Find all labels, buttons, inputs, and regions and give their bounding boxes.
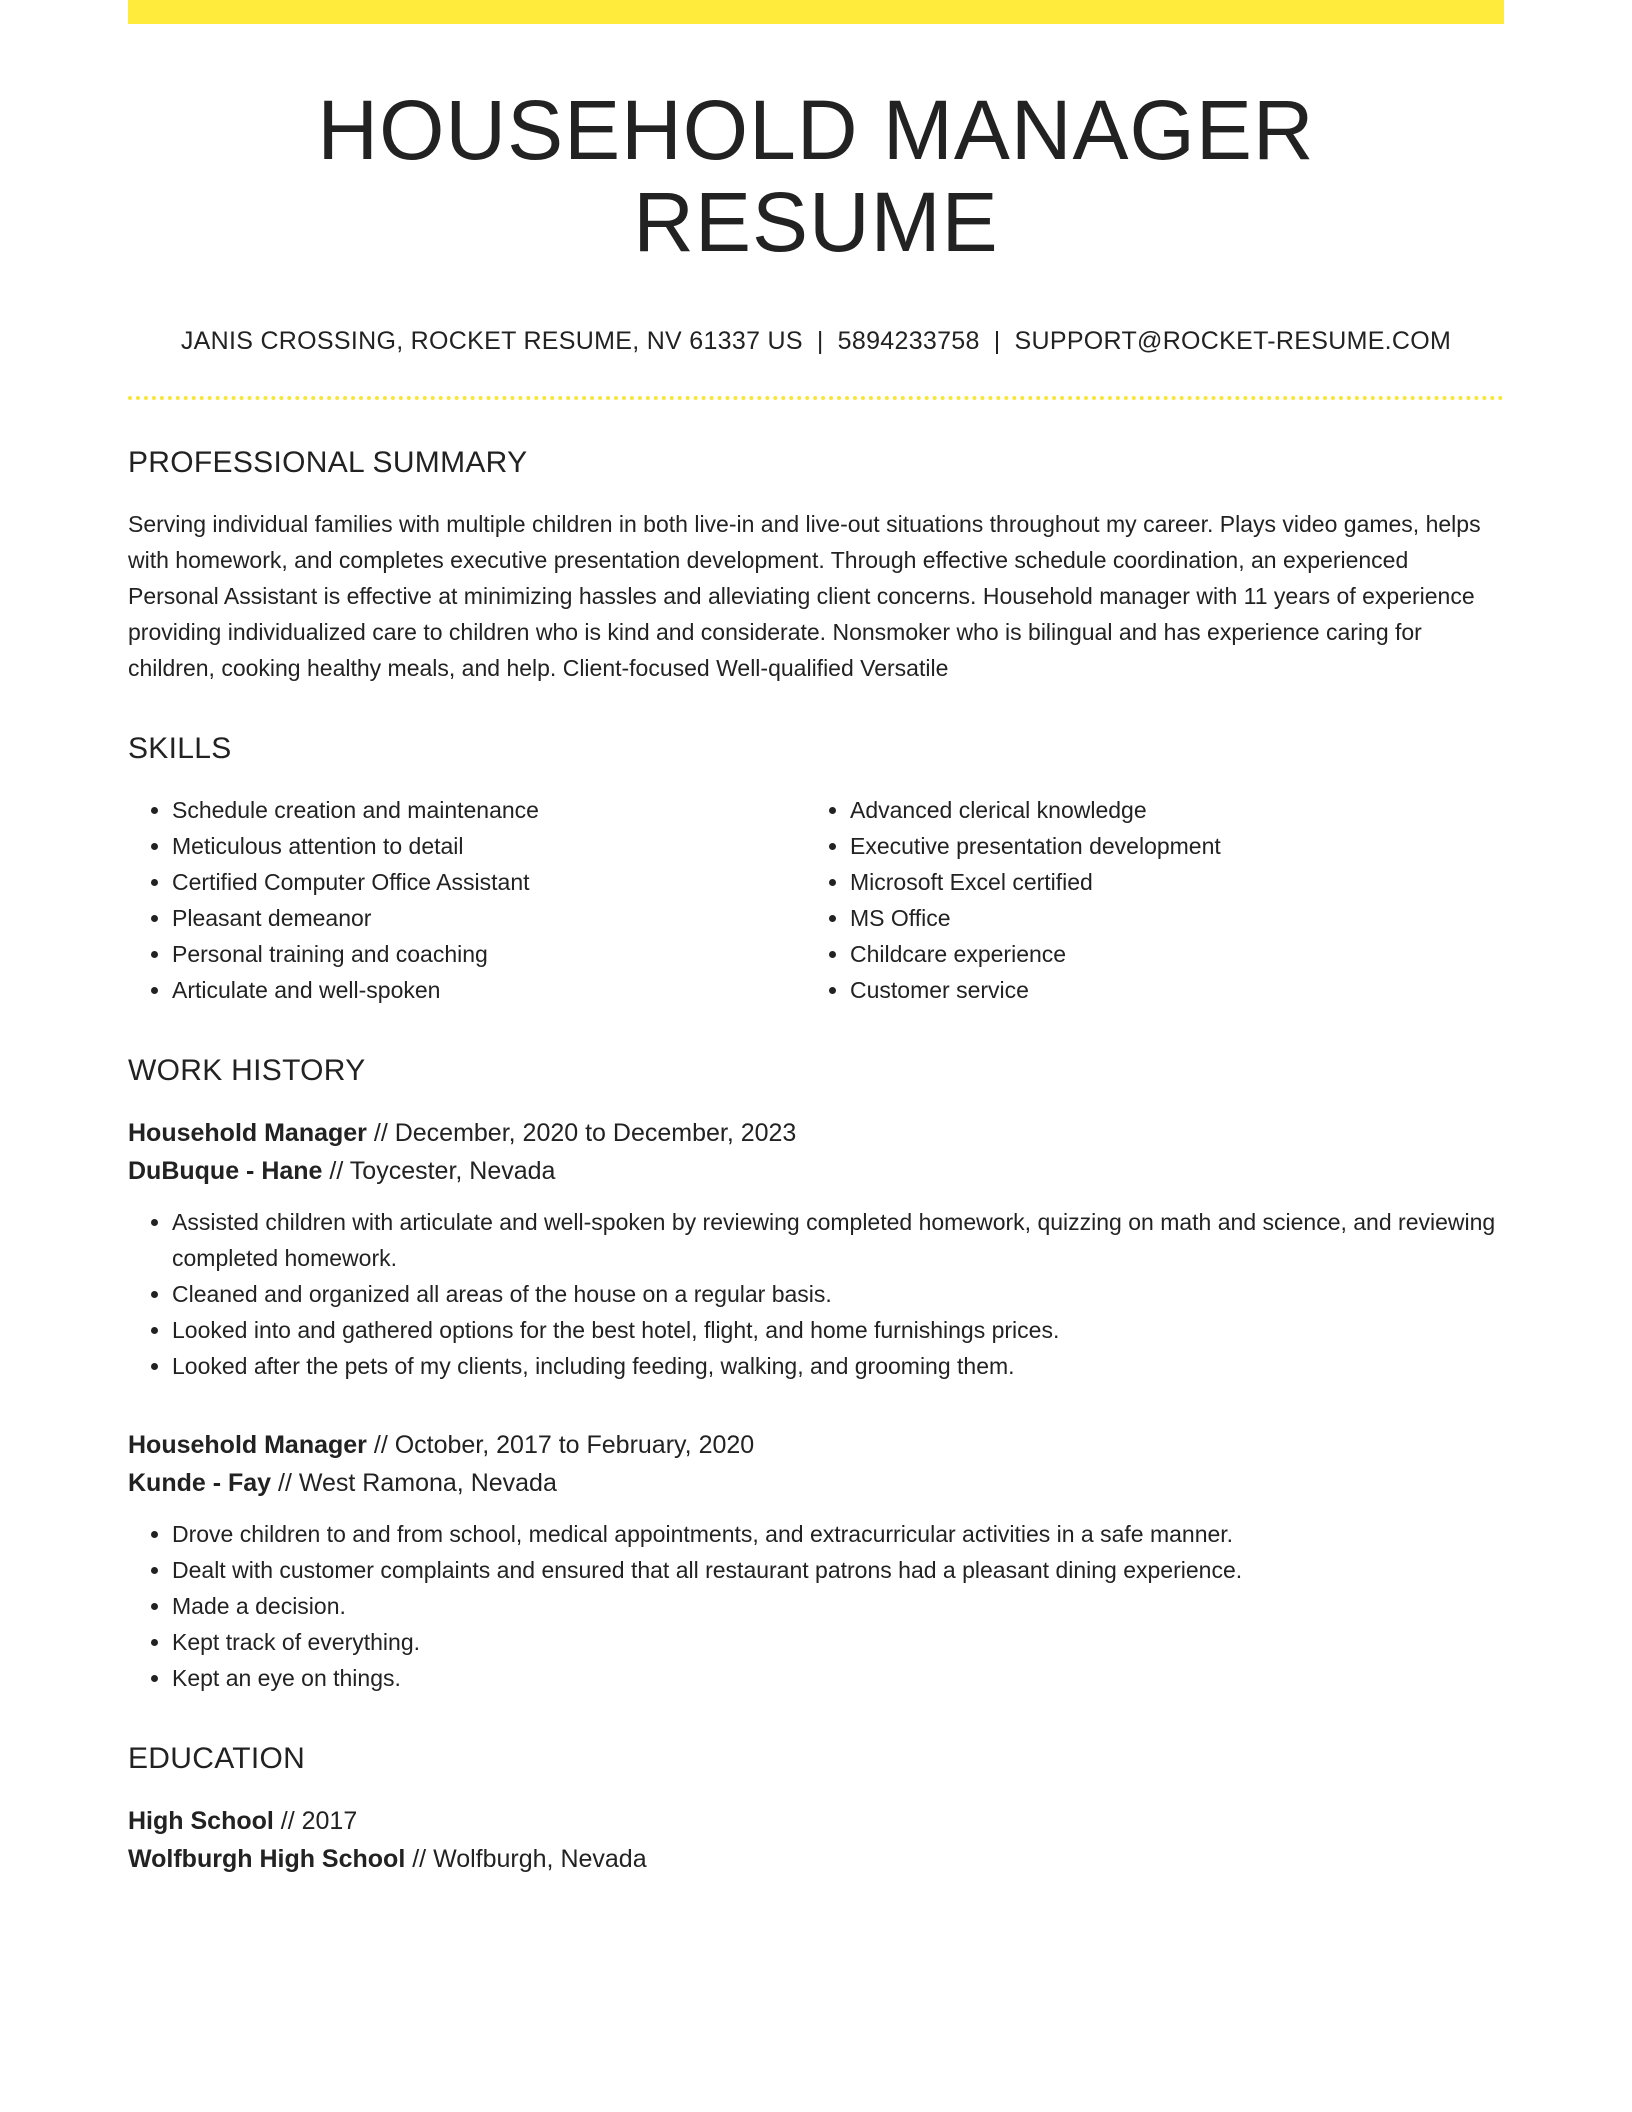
skill-item: • Childcare experience: [850, 936, 1484, 972]
contact-phone: 5894233758: [837, 326, 980, 355]
contact-separator: |: [993, 326, 1001, 355]
education-heading: EDUCATION: [128, 1741, 306, 1775]
skill-item: • Personal training and coaching: [172, 936, 806, 972]
skill-item: • Microsoft Excel certified: [850, 864, 1484, 900]
job-title-line: [128, 1426, 1504, 1464]
job-bullet: • Drove children to and from school, medical appointments, and extracurricular activities in a safe manner.: [172, 1516, 1504, 1552]
job-bullets: [128, 1204, 1504, 1384]
skills-column-right: [806, 792, 1484, 1008]
work-history-heading: WORK HISTORY: [128, 1053, 366, 1087]
skill-item: • Schedule creation and maintenance: [172, 792, 806, 828]
job-company: Kunde - Fay: [128, 1468, 272, 1497]
job-bullet: • Dealt with customer complaints and ensured that all restaurant patrons had a pleasant dining experience.: [172, 1552, 1504, 1588]
contact-address: JANIS CROSSING, ROCKET RESUME, NV 61337 US: [180, 326, 803, 355]
job-entry: [128, 1426, 1504, 1696]
contact-email: SUPPORT@ROCKET-RESUME.COM: [1014, 326, 1452, 355]
job-dates: // December, 2020 to December, 2023: [366, 1118, 797, 1147]
education-school: Wolfburgh High School: [128, 1844, 406, 1873]
skill-item: • Executive presentation development: [850, 828, 1484, 864]
skill-item: • Articulate and well-spoken: [172, 972, 806, 1008]
job-location: // Toycester, Nevada: [322, 1156, 556, 1185]
job-title: Household Manager: [128, 1430, 367, 1459]
job-bullets: [128, 1516, 1504, 1696]
skills-list: [128, 792, 1504, 1008]
job-bullet: • Kept track of everything.: [172, 1624, 1504, 1660]
dotted-divider: [128, 396, 1504, 400]
skill-item: • Advanced clerical knowledge: [850, 792, 1484, 828]
summary-heading: PROFESSIONAL SUMMARY: [128, 445, 528, 479]
education-degree-line: [128, 1802, 1504, 1840]
job-bullet: • Kept an eye on things.: [172, 1660, 1504, 1696]
job-company-line: [128, 1152, 1504, 1190]
education-entry: [128, 1802, 1504, 1878]
skill-item: • MS Office: [850, 900, 1484, 936]
summary-text: Serving individual families with multiple children in both live-in and live-out situations throughout my career. Plays video games, helps with homework, and completes executive presentation development. Through effective schedule coordination, an experienced Personal Assistant is effective at minimizing hassles and alleviating client concerns. Household manager with 11 years of experience providing individualized care to children who is kind and considerate. Nonsmoker who is bilingual and has experience caring for children, cooking healthy meals, and help. Client-focused Well-qualified Versatile: [128, 510, 1481, 681]
education-school-line: [128, 1840, 1504, 1878]
skills-heading: SKILLS: [128, 731, 232, 765]
skills-column-left: [128, 792, 806, 1008]
job-bullet: • Looked into and gathered options for the best hotel, flight, and home furnishings prices.: [172, 1312, 1504, 1348]
contact-line: [128, 327, 1504, 356]
skill-item: • Customer service: [850, 972, 1484, 1008]
education-location: // Wolfburgh, Nevada: [405, 1844, 647, 1873]
skill-item: • Certified Computer Office Assistant: [172, 864, 806, 900]
job-bullet: • Assisted children with articulate and well-spoken by reviewing completed homework, quizzing on math and science, and reviewing completed homework.: [172, 1204, 1504, 1276]
education-year: // 2017: [273, 1806, 358, 1835]
job-title-line: [128, 1114, 1504, 1152]
accent-top-bar: [128, 0, 1504, 24]
job-dates: // October, 2017 to February, 2020: [366, 1430, 755, 1459]
skill-item: • Meticulous attention to detail: [172, 828, 806, 864]
job-bullet: • Looked after the pets of my clients, including feeding, walking, and grooming them.: [172, 1348, 1504, 1384]
resume-title: HOUSEHOLD MANAGER RESUME: [317, 83, 1315, 270]
job-bullet: • Cleaned and organized all areas of the house on a regular basis.: [172, 1276, 1504, 1312]
job-entry: [128, 1114, 1504, 1384]
job-company-line: [128, 1464, 1504, 1502]
skill-item: • Pleasant demeanor: [172, 900, 806, 936]
job-location: // West Ramona, Nevada: [271, 1468, 557, 1497]
education-degree: High School: [128, 1806, 274, 1835]
job-company: DuBuque - Hane: [128, 1156, 323, 1185]
resume-page: [128, 0, 1504, 1878]
contact-separator: |: [816, 326, 824, 355]
job-title: Household Manager: [128, 1118, 367, 1147]
job-bullet: • Made a decision.: [172, 1588, 1504, 1624]
